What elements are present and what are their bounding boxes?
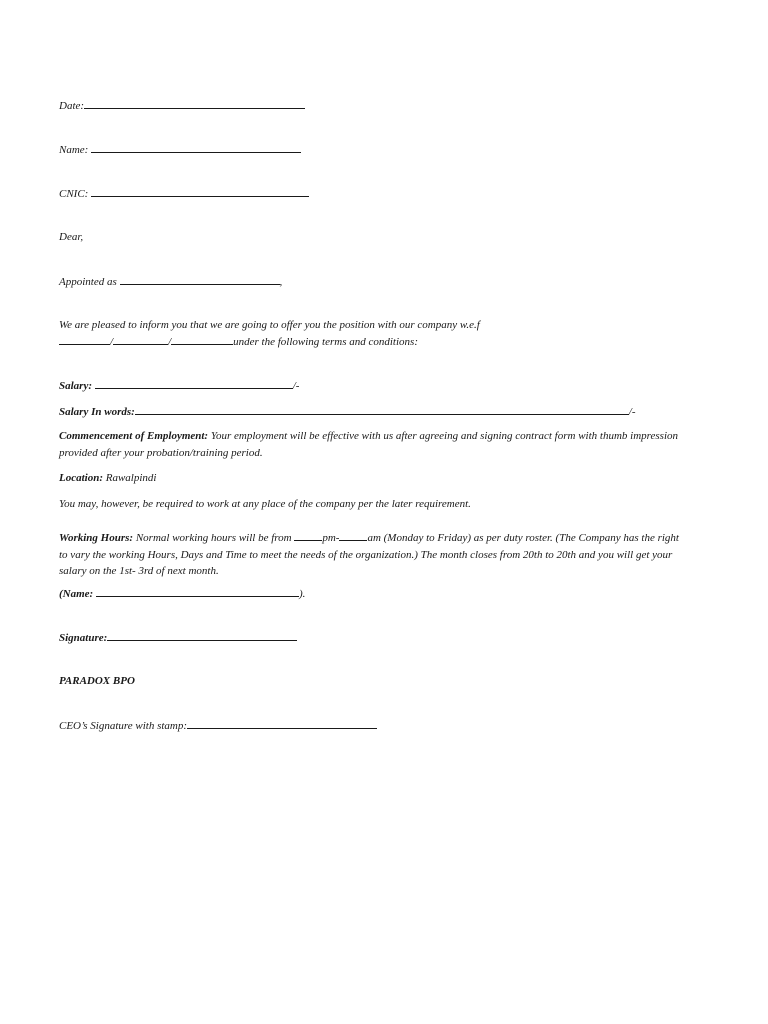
commencement-label: Commencement of Employment: <box>59 430 209 442</box>
ceo-signature-field[interactable] <box>187 718 377 729</box>
cnic-label: CNIC: <box>59 188 89 200</box>
cnic-field[interactable] <box>91 186 309 197</box>
pm-label: pm- <box>322 532 340 544</box>
appointed-row <box>59 274 282 289</box>
salary-row <box>59 378 299 393</box>
date-separator: / <box>168 336 172 348</box>
date-label: Date: <box>59 100 85 112</box>
date-separator: / <box>110 336 114 348</box>
signature-label: Signature: <box>59 632 108 644</box>
name-sign-close: ). <box>298 588 306 600</box>
name-row <box>59 142 301 157</box>
appointed-label: Appointed as <box>59 276 117 288</box>
appointed-field[interactable] <box>120 274 280 285</box>
date-row <box>59 98 305 113</box>
start-time-field[interactable] <box>294 530 322 541</box>
location-value: Rawalpindi <box>105 472 157 484</box>
salary-suffix: /- <box>292 380 300 392</box>
appointed-suffix: , <box>279 276 283 288</box>
name-field[interactable] <box>91 142 301 153</box>
working-hours-text: Normal working hours will be from <box>135 532 292 544</box>
end-time-field[interactable] <box>339 530 367 541</box>
salary-label: Salary: <box>59 380 92 392</box>
signature-field[interactable] <box>107 630 297 641</box>
commencement-text: Your employment will be effective with us after agreeing and signing contract form with thumb impression provided after your probation/training period. <box>59 430 679 459</box>
intro-terms-text: under the following terms and conditions: <box>233 336 418 348</box>
location-row <box>59 471 156 485</box>
name-sign-row <box>59 586 305 601</box>
name-label: Name: <box>59 144 89 156</box>
company-label: PARADOX BPO <box>59 675 135 687</box>
name-sign-label: (Name: <box>59 588 94 600</box>
working-hours-text-2: am (Monday to Friday) as per duty roster. (The Company has the right to vary the working Hours, Days and Time to meet the needs of the organization.) The month closes from 20th to 20th and you will get your salary on the 1st- 3rd of next month. <box>59 532 679 577</box>
ceo-signature-label: CEO’s Signature with stamp: <box>59 720 188 732</box>
date-day-field[interactable] <box>59 334 110 345</box>
working-hours-label: Working Hours: <box>59 532 134 544</box>
cnic-row <box>59 186 309 201</box>
signature-row <box>59 630 297 645</box>
salary-field[interactable] <box>95 378 293 389</box>
intro-line-2 <box>59 334 418 349</box>
company-name <box>59 674 135 688</box>
name-sign-field[interactable] <box>96 586 299 597</box>
working-hours-paragraph <box>59 530 689 580</box>
location-note: You may, however, be required to work at any place of the company per the later requirement. <box>59 498 471 510</box>
salary-words-field[interactable] <box>135 404 629 415</box>
date-field[interactable] <box>84 98 305 109</box>
date-year-field[interactable] <box>171 334 233 345</box>
date-month-field[interactable] <box>113 334 168 345</box>
commencement-paragraph <box>59 428 689 461</box>
salary-words-label: Salary In words: <box>59 406 135 418</box>
salary-words-row <box>59 404 636 419</box>
salutation: Dear, <box>59 231 84 243</box>
salary-words-suffix: /- <box>628 406 636 418</box>
location-label: Location: <box>59 472 103 484</box>
ceo-signature-row <box>59 718 377 733</box>
intro-line-1: We are pleased to inform you that we are going to offer you the position with our company w.e.f <box>59 319 480 331</box>
